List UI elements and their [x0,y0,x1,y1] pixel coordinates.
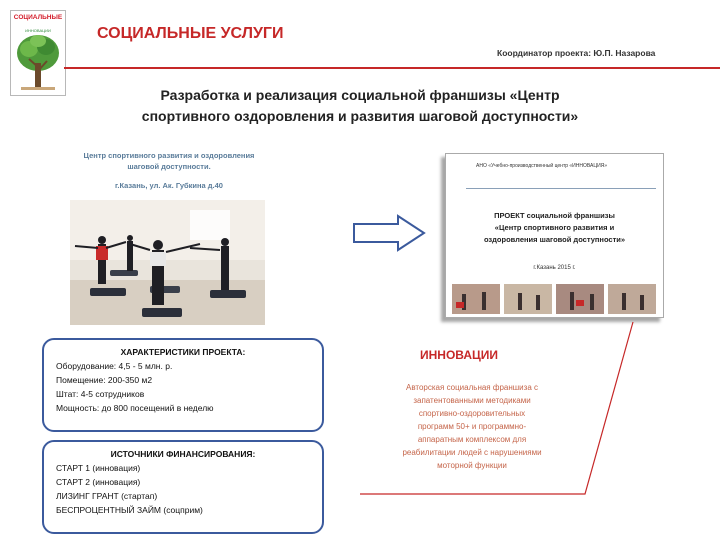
page-title-line1: Разработка и реализация социальной франшизы «Центр [160,87,560,103]
innovations-text [372,381,572,472]
logo [10,10,66,96]
characteristics-box [42,338,324,432]
logo-text-line1: СОЦИАЛЬНЫЕ [13,14,63,21]
header-divider [64,67,720,69]
slide-line2: «Центр спортивного развития и [494,223,615,232]
right-arrow-icon [352,214,426,252]
list-item: СТАРТ 2 (инновация) [56,477,141,487]
logo-text [11,14,65,21]
innovations-line: запатентованными методиками [413,396,531,405]
innovations-line: программ 50+ и программно- [417,422,527,431]
innovations-line: Авторская социальная франшиза с [406,383,538,392]
page-title [110,85,610,127]
section-title: СОЦИАЛЬНЫЕ УСЛУГИ [97,25,284,42]
slide-city: г.Казань 2015 г. [533,265,576,271]
page-title-line2: спортивного оздоровления и развития шаговой доступности» [141,108,579,124]
slide-line3: оздоровления шаговой доступности» [483,235,626,244]
list-item: БЕСПРОЦЕНТНЫЙ ЗАЙМ (соцприм) [56,505,203,515]
list-item: СТАРТ 1 (инновация) [56,463,141,473]
center-address: г.Казань, ул. Ак. Губкина д.40 [115,181,223,190]
slide-divider [466,188,656,189]
innovations-line: спортивно-оздоровительных [418,409,526,418]
slide-body [451,210,658,246]
financing-list [56,461,203,517]
slide-photos [452,284,656,314]
financing-title: ИСТОЧНИКИ ФИНАНСИРОВАНИЯ: [110,449,256,459]
slide-line1: ПРОЕКТ социальной франшизы [494,211,615,220]
gym-photo [70,200,265,325]
innovations-line: реабилитации людей с нарушениями [402,448,542,457]
characteristics-list [56,359,214,415]
center-caption [55,150,283,172]
list-item: Мощность: до 800 посещений в неделю [56,403,214,413]
list-item: ЛИЗИНГ ГРАНТ (стартап) [56,491,158,501]
coordinator-label: Координатор проекта: Ю.П. Назарова [497,48,656,58]
logo-subtext: ИННОВАЦИИ [25,28,51,33]
tree-icon [15,33,61,93]
center-caption-line2: шаговой доступности. [127,162,211,171]
project-slide-preview [445,153,664,318]
financing-box [42,440,324,534]
list-item: Помещение: 200-350 м2 [56,375,153,385]
innovations-line: аппаратным комплексом для [417,435,527,444]
innovations-title: ИННОВАЦИИ [420,348,499,362]
list-item: Оборудование: 4,5 - 5 млн. р. [56,361,173,371]
list-item: Штат: 4-5 сотрудников [56,389,145,399]
characteristics-title: ХАРАКТЕРИСТИКИ ПРОЕКТА: [120,347,246,357]
slide-org: АНО «Учебно-производственный центр «ИННОВАЦИЯ» [476,163,608,169]
center-caption-line1: Центр спортивного развития и оздоровления [83,151,255,160]
innovations-line: моторной функции [437,461,507,470]
